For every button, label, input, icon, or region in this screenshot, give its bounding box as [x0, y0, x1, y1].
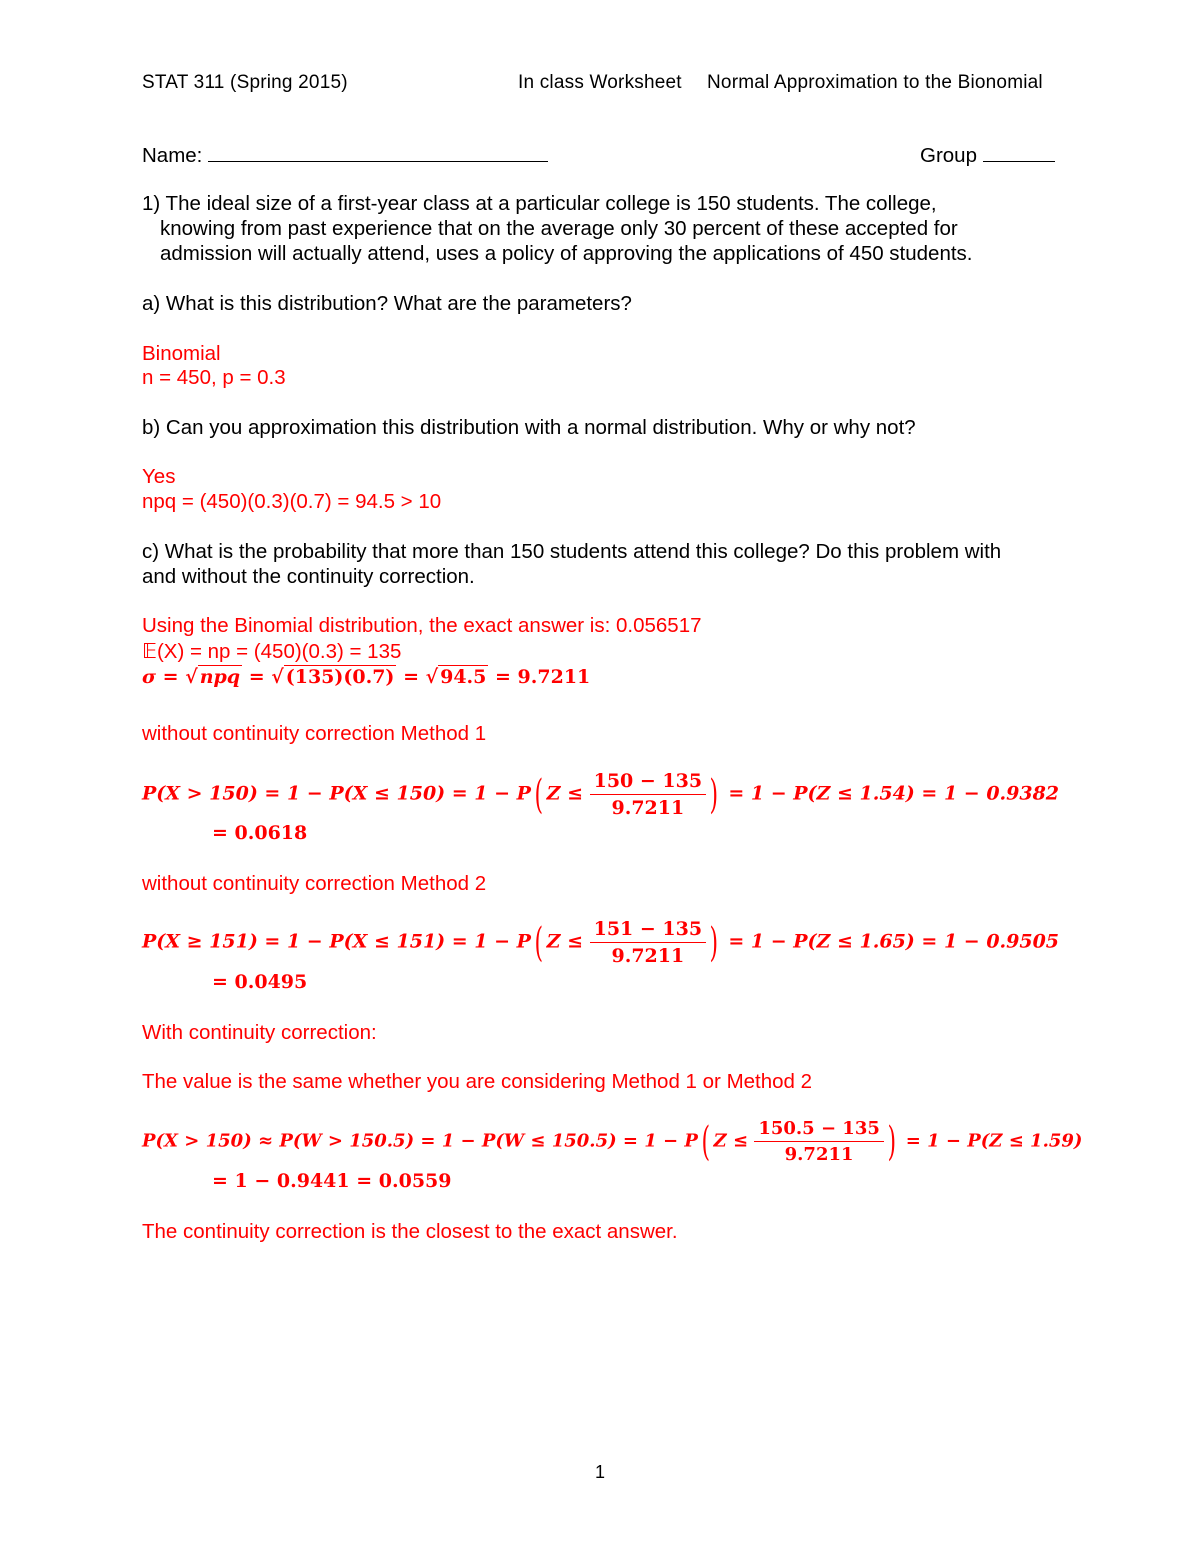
group-label: Group [920, 144, 977, 167]
question-line-1: 1) The ideal size of a first-year class at a particular college is 150 students. The college, [142, 192, 937, 215]
question-line-3: admission will actually attend, uses a policy of approving the applications of 450 students. [160, 242, 973, 265]
part-c-question-1: c) What is the probability that more than 150 students attend this college? Do this problem with [142, 540, 1002, 563]
sigma-inner-1: npq [199, 666, 241, 688]
continuity-rhs: = 1 − P(Z ≤ 1.59) [905, 1130, 1083, 1152]
method-1-z: Z ≤ [546, 782, 583, 805]
question-line-2: knowing from past experience that on the average only 30 percent of these accepted for [160, 217, 958, 240]
method-2-rhs: = 1 − P(Z ≤ 1.65) = 1 − 0.9505 [728, 930, 1060, 953]
continuity-numerator: 150.5 − 135 [754, 1118, 884, 1142]
name-row [142, 143, 548, 168]
name-blank[interactable] [208, 143, 548, 162]
name-label: Name: [142, 144, 203, 167]
worksheet-header: In class Worksheet [518, 72, 682, 93]
method-1-label: without continuity correction Method 1 [142, 722, 487, 745]
conclusion: The continuity correction is the closest to the exact answer. [142, 1220, 678, 1243]
sigma-equation: σ = √ npq = √ (135)(0.7) = √ 94.5 = 9.7211 [142, 666, 591, 688]
method-1-numerator: 150 − 135 [590, 770, 706, 795]
exact-answer: Using the Binomial distribution, the exact answer is: 0.056517 [142, 614, 702, 637]
method-2-lhs: P(X ≥ 151) = 1 − P(X ≤ 151) = 1 − P [142, 930, 531, 953]
sigma-inner-2: (135)(0.7) [285, 666, 395, 688]
method-1-rhs: = 1 − P(Z ≤ 1.54) = 1 − 0.9382 [728, 782, 1060, 805]
sigma-inner-3: 94.5 [440, 666, 487, 688]
continuity-denominator: 9.7211 [784, 1144, 854, 1165]
group-blank[interactable] [983, 143, 1055, 162]
part-a-answer-2: n = 450, p = 0.3 [142, 366, 286, 389]
part-c-question-2: and without the continuity correction. [142, 565, 475, 588]
part-a-question: a) What is this distribution? What are the parameters? [142, 292, 632, 315]
continuity-note: The value is the same whether you are considering Method 1 or Method 2 [142, 1070, 813, 1093]
method-1-denominator: 9.7211 [611, 797, 685, 819]
method-2-z: Z ≤ [546, 930, 583, 953]
sigma-symbol: σ [142, 666, 157, 688]
topic-header: Normal Approximation to the Bionomial [707, 72, 1043, 93]
continuity-fraction [754, 1118, 884, 1165]
part-b-answer-2: npq = (450)(0.3)(0.7) = 94.5 > 10 [142, 490, 442, 513]
continuity-result: = 1 − 0.9441 = 0.0559 [212, 1170, 452, 1192]
method-2-denominator: 9.7211 [611, 945, 685, 967]
continuity-lhs: P(X > 150) ≈ P(W > 150.5) = 1 − P(W ≤ 150.5) = 1 − P [142, 1130, 698, 1152]
method-2-fraction [590, 918, 706, 967]
method-2-label: without continuity correction Method 2 [142, 872, 487, 895]
course-header: STAT 311 (Spring 2015) [142, 72, 348, 93]
method-2-result: = 0.0495 [212, 971, 308, 993]
continuity-equation: P(X > 150) ≈ P(W > 150.5) = 1 − P(W ≤ 150.5) = 1 − P( Z ≤ $\frac{150.5 - 135}{9.7211}$ ) = 1 − P(Z ≤ 1.59) [142, 1118, 1083, 1165]
method-2-numerator: 151 − 135 [590, 918, 706, 943]
part-a-answer-1: Binomial [142, 342, 221, 365]
sigma-eq: = [162, 666, 179, 688]
page-number: 1 [595, 1462, 606, 1482]
sigma-result: = 9.7211 [495, 666, 591, 688]
method-1-equation: P(X > 150) = 1 − P(X ≤ 150) = 1 − P( Z ≤ $\frac{150 - 135}{9.7211}$ ) = 1 − P(Z ≤ 1.54) = 1 − 0.9382 [142, 770, 1060, 819]
group-row [920, 143, 1055, 168]
continuity-label: With continuity correction: [142, 1021, 377, 1044]
continuity-z: Z ≤ [713, 1130, 749, 1152]
expectation: 𝔼(X) = np = (450)(0.3) = 135 [142, 640, 402, 663]
method-1-lhs: P(X > 150) = 1 − P(X ≤ 150) = 1 − P [142, 782, 531, 805]
part-b-answer-1: Yes [142, 465, 176, 488]
method-1-fraction [590, 770, 706, 819]
part-b-question: b) Can you approximation this distribution with a normal distribution. Why or why not? [142, 416, 916, 439]
method-1-result: = 0.0618 [212, 822, 308, 844]
method-2-equation: P(X ≥ 151) = 1 − P(X ≤ 151) = 1 − P( Z ≤ $\frac{151 - 135}{9.7211}$ ) = 1 − P(Z ≤ 1.65) = 1 − 0.9505 [142, 918, 1060, 967]
